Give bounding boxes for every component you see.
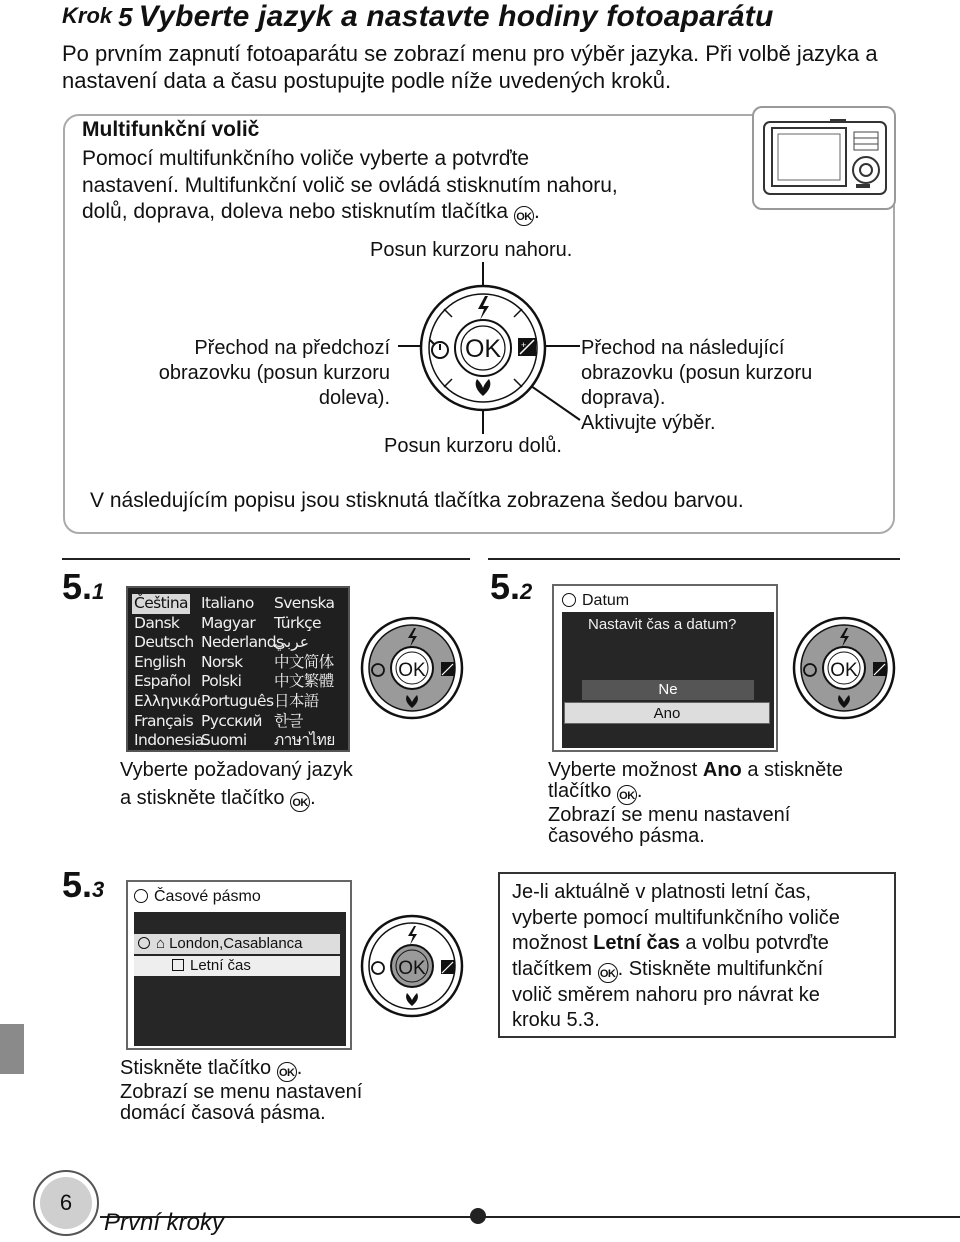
tz-screen-header: [134, 888, 261, 906]
step-word: Krok: [62, 3, 113, 28]
desc-line: Zobrazí se menu nastavení: [120, 1081, 363, 1103]
pressed-note: V následujícím popisu jsou stisknutá tlačítka zobrazena šedou barvou.: [90, 489, 744, 512]
language-option[interactable]: Français: [134, 711, 194, 730]
tz-list: [134, 912, 346, 1046]
desc-line: [548, 760, 908, 781]
step-num-main: 5.: [490, 566, 521, 607]
language-grid: [134, 594, 344, 750]
tip-text: možnost: [512, 932, 594, 954]
ok-button-icon: OK: [598, 963, 618, 983]
right-label-line: doprava).: [581, 387, 666, 409]
language-option[interactable]: Suomi: [201, 731, 247, 750]
desc-line: Zobrazí se menu nastavení: [548, 804, 791, 826]
footer-line: [100, 1216, 960, 1218]
body-line: dolů, doprava, doleva nebo stisknutím tlačítka OK .: [82, 199, 742, 226]
ok-button-icon: OK: [617, 785, 637, 805]
svg-text:OK: OK: [464, 335, 502, 363]
language-option[interactable]: Português: [201, 692, 274, 710]
language-option[interactable]: Русский: [201, 711, 262, 730]
tip-text: a volbu potvrďte: [679, 932, 829, 954]
desc-line: a stiskněte tlačítko OK .: [120, 788, 353, 812]
desc-line: Stiskněte tlačítko OK .: [120, 1058, 362, 1082]
language-option[interactable]: Magyar: [201, 613, 256, 632]
multiselector-small-1: [356, 606, 468, 732]
left-label-line: doleva).: [318, 387, 390, 409]
option-yes[interactable]: Ano: [564, 702, 770, 724]
language-option[interactable]: Dansk: [134, 613, 180, 632]
tip-line: vyberte pomocí multifunkčního voliče: [512, 906, 840, 929]
date-question: Nastavit čas a datum?: [588, 616, 737, 633]
page-number-badge: [33, 1170, 99, 1236]
multiselector-title: Multifunkční volič: [82, 118, 260, 141]
svg-text:OK: OK: [398, 660, 426, 681]
ok-label: Aktivujte výběr.: [581, 412, 716, 434]
clock-icon: [134, 889, 148, 903]
clock-icon: [562, 593, 576, 607]
tip-text: . Stiskněte multifunkční: [617, 957, 824, 980]
desc-text: Stiskněte tlačítko: [120, 1057, 272, 1079]
language-screen: [126, 586, 350, 752]
desc-text: tlačítko: [548, 780, 612, 802]
desc-line: časového pásma.: [548, 825, 705, 847]
date-screen-header: [562, 592, 629, 610]
language-option[interactable]: Čeština: [134, 594, 188, 612]
body-line-text: dolů, doprava, doleva nebo stisknutím tlačítka: [82, 200, 509, 223]
right-label-line: Přechod na následující: [581, 337, 785, 359]
step-num-sub: 3: [92, 877, 105, 902]
checkbox-icon[interactable]: [172, 959, 184, 971]
left-label-line: Přechod na předchozí: [194, 337, 390, 359]
desc-bold: Ano: [702, 759, 742, 781]
section-divider: [488, 558, 900, 560]
language-option[interactable]: Nederlands: [201, 633, 284, 652]
language-option[interactable]: Deutsch: [134, 633, 194, 652]
right-label: [581, 336, 881, 436]
screen-title: Datum: [582, 592, 630, 609]
language-option[interactable]: English: [134, 652, 186, 671]
step-5-2-number: [490, 566, 532, 608]
left-label: [110, 336, 390, 411]
svg-text:OK: OK: [830, 660, 858, 681]
step-number: 5: [118, 2, 133, 32]
step-title: [62, 0, 774, 34]
timezone-screen: [126, 880, 352, 1050]
language-option[interactable]: Indonesia: [134, 731, 204, 750]
camera-back-icon: [752, 106, 896, 210]
dst-label: Letní čas: [190, 957, 251, 974]
right-label-line: obrazovku (posun kurzoru: [581, 362, 813, 384]
section-divider: [62, 558, 470, 560]
desc-text: Vyberte možnost: [548, 759, 703, 781]
ok-button-icon: OK: [290, 792, 310, 812]
home-icon: ⌂: [156, 935, 166, 952]
intro-text: Po prvním zapnutí fotoaparátu se zobrazí menu pro výběr jazyka. Při volbě jazyka a nastavení data a času postupujte podle níže uvedených kroků.: [62, 41, 878, 93]
language-option[interactable]: 日本語: [274, 692, 319, 710]
step-num-main: 5.: [62, 566, 93, 607]
language-option[interactable]: عربي: [274, 633, 310, 652]
left-label-line: obrazovku (posun kurzoru: [158, 362, 390, 384]
step-5-3-description: [120, 1058, 362, 1124]
language-option[interactable]: 中文繁體: [274, 672, 334, 691]
tip-line: Je-li aktuálně v platnosti letní čas,: [512, 881, 812, 903]
date-dialog: [562, 612, 774, 748]
page-number: 6: [40, 1177, 92, 1229]
dst-tip-box: [498, 872, 896, 1038]
tip-line: volič směrem nahoru pro návrat ke: [512, 983, 820, 1006]
desc-line: Vyberte požadovaný jazyk: [120, 759, 353, 781]
svg-text:OK: OK: [398, 958, 426, 979]
language-option[interactable]: 한글: [274, 711, 303, 730]
down-label: Posun kurzoru dolů.: [384, 435, 562, 457]
desc-line: domácí časová pásma.: [120, 1102, 326, 1124]
tip-line: kroku 5.3.: [512, 1009, 600, 1031]
footer-section: První kroky: [104, 1209, 225, 1236]
step-num-sub: 2: [520, 579, 533, 604]
language-option[interactable]: Español: [134, 672, 191, 691]
step-heading: Vyberte jazyk a nastavte hodiny fotoaparátu: [138, 0, 774, 33]
language-option[interactable]: Norsk: [201, 652, 243, 671]
tip-line: [512, 931, 882, 957]
date-screen: [552, 584, 778, 752]
step-5-1-number: [62, 566, 104, 608]
desc-text: a stiskněte tlačítko: [120, 787, 285, 809]
multiselector-body: [82, 146, 742, 226]
city-name: London,Casablanca: [169, 935, 303, 952]
body-line: Pomocí multifunkčního voliče vyberte a potvrďte: [82, 147, 530, 170]
option-no[interactable]: Ne: [582, 680, 754, 700]
radio-icon: [138, 937, 150, 949]
step-num-sub: 1: [92, 579, 105, 604]
step-5-2-description: [548, 760, 908, 847]
up-label: Posun kurzoru nahoru.: [370, 239, 573, 261]
body-line: nastavení. Multifunkční volič se ovládá stisknutím nahoru,: [82, 173, 618, 197]
step-num-main: 5.: [62, 864, 93, 905]
language-option[interactable]: Türkçe: [274, 613, 321, 632]
tz-home-row[interactable]: [134, 934, 340, 954]
ok-button-icon: OK: [277, 1062, 297, 1082]
multiselector-small-2: [788, 606, 900, 732]
step-5-3-number: [62, 864, 104, 906]
screen-title: Časové pásmo: [154, 888, 261, 905]
chapter-tab-marker: [0, 1024, 24, 1074]
language-option[interactable]: Italiano: [201, 594, 254, 612]
tip-text: tlačítkem: [512, 957, 593, 980]
ok-button-icon: OK: [514, 206, 534, 226]
desc-line: tlačítko OK .: [548, 781, 908, 805]
desc-text: a stiskněte: [741, 759, 843, 781]
footer-dot: [470, 1208, 486, 1224]
tip-line: [512, 957, 882, 983]
language-option[interactable]: Ελληνικά: [134, 692, 201, 710]
dst-row[interactable]: [134, 956, 340, 976]
multiselector-diagram: [380, 262, 600, 442]
language-option[interactable]: Svenska: [274, 594, 335, 612]
svg-text:+: +: [521, 340, 527, 350]
multiselector-small-3: [356, 904, 468, 1030]
language-option[interactable]: ภาษาไทย: [274, 731, 335, 750]
language-option[interactable]: Polski: [201, 672, 242, 691]
tip-bold: Letní čas: [593, 932, 680, 954]
language-option[interactable]: 中文简体: [274, 652, 334, 671]
step-5-1-description: [120, 760, 353, 812]
